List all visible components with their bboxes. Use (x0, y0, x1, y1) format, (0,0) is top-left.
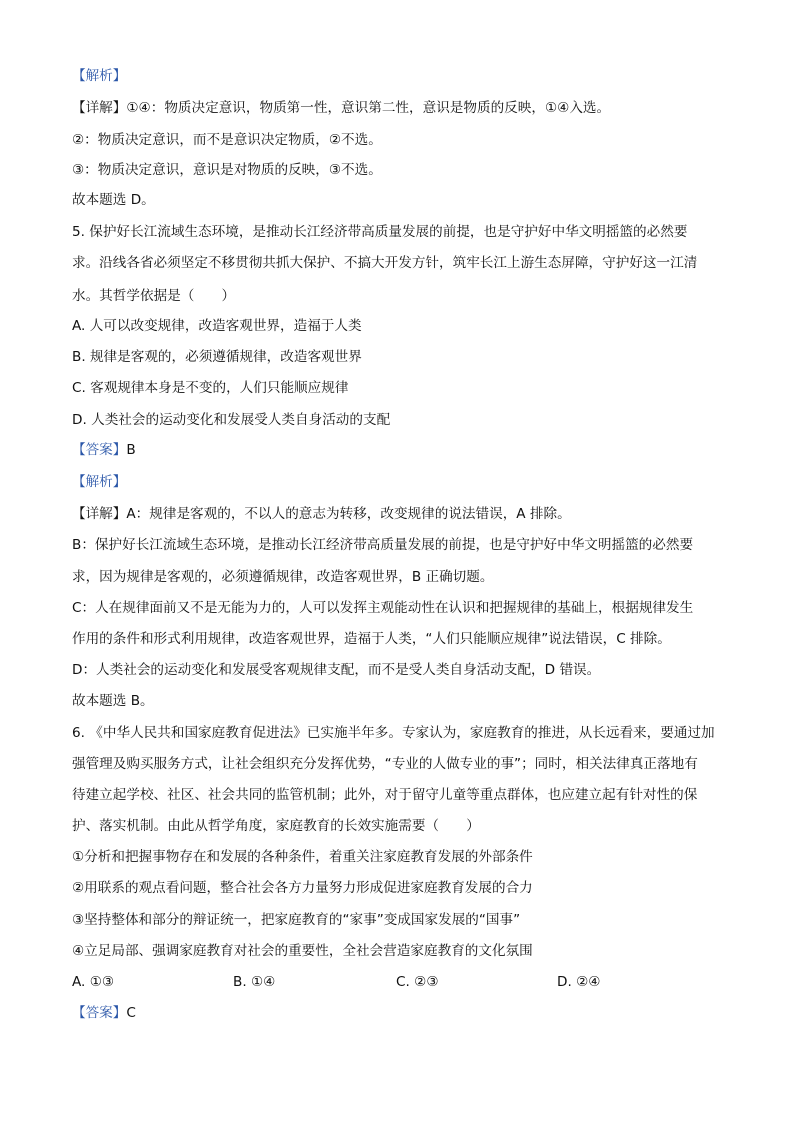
analysis-heading: 【解析】 (72, 68, 127, 84)
statement-3: ③坚持整体和部分的辩证统一，把家庭教育的“家事”变成国家发展的“国事” (72, 912, 521, 928)
detail-line: 【详解】①④：物质决定意识，物质第一性，意识第二性，意识是物质的反映，①④入选。 (72, 100, 611, 116)
detail-line: 【详解】A：规律是客观的，不以人的意志为转移，改变规律的说法错误，A 排除。 (72, 506, 571, 522)
text-line: C：人在规律面前又不是无能为力的，人可以发挥主观能动性在认识和把握规律的基础上，根据规律发生 (72, 600, 694, 616)
option-c: C. ②③ (396, 974, 439, 990)
text-line: 故本题选 D。 (72, 192, 155, 208)
text-line: 求，因为规律是客观的，必须遵循规律，改造客观世界，B 正确切题。 (72, 569, 494, 585)
statement-2: ②用联系的观点看问题，整合社会各方力量努力形成促进家庭教育发展的合力 (72, 880, 533, 896)
question-5-stem: 5. 保护好长江流域生态环境，是推动长江经济带高质量发展的前提，也是守护好中华文明摇篮的必然要 (72, 224, 688, 240)
answer-label: 【答案】 (72, 1005, 127, 1021)
option-d: D. 人类社会的运动变化和发展受人类自身活动的支配 (72, 412, 391, 428)
option-a: A. 人可以改变规律，改造客观世界，造福于人类 (72, 318, 362, 334)
option-b: B. ①④ (233, 974, 276, 990)
question-5-stem: 水。其哲学依据是（ ） (72, 288, 236, 304)
option-b: B. 规律是客观的，必须遵循规律，改造客观世界 (72, 349, 362, 365)
answer-line (72, 1003, 732, 1023)
question-6-stem: 待建立起学校、社区、社会共同的监管机制；此外，对于留守儿童等重点群体，也应建立起有针对性的保 (72, 787, 698, 803)
answer-value: C (126, 1005, 136, 1021)
answer-line (72, 440, 732, 460)
statement-4: ④立足局部、强调家庭教育对社会的重要性，全社会营造家庭教育的文化氛围 (72, 943, 533, 959)
text-line: 故本题选 B。 (72, 693, 154, 709)
text-line: D：人类社会的运动变化和发展受客观规律支配，而不是受人类自身活动支配，D 错误。 (72, 662, 601, 678)
text-line: ②：物质决定意识，而不是意识决定物质，②不选。 (72, 132, 382, 148)
text-line: 作用的条件和形式利用规律，改造客观世界，造福于人类，“人们只能顺应规律”说法错误，C 排除。 (72, 631, 671, 647)
text-line: B：保护好长江流域生态环境，是推动长江经济带高质量发展的前提，也是守护好中华文明摇篮的必然要 (72, 537, 694, 553)
analysis-heading: 【解析】 (72, 474, 127, 490)
answer-value: B (126, 442, 136, 458)
statement-1: ①分析和把握事物存在和发展的各种条件，着重关注家庭教育发展的外部条件 (72, 849, 533, 865)
question-6-stem: 6. 《中华人民共和国家庭教育促进法》已实施半年多。专家认为，家庭教育的推进，从长远看来，要通过加 (72, 725, 715, 741)
option-d: D. ②④ (557, 974, 601, 990)
question-6-stem: 强管理及购买服务方式，让社会组织充分发挥优势，“专业的人做专业的事”；同时，相关法律真正落地有 (72, 756, 698, 772)
text-line: ③：物质决定意识，意识是对物质的反映，③不选。 (72, 162, 382, 178)
question-6-options (72, 972, 732, 992)
question-5-stem: 求。沿线各省必须坚定不移贯彻共抓大保护、不搞大开发方针，筑牢长江上游生态屏障，守护好这一江清 (72, 255, 698, 271)
option-a: A. ①③ (72, 974, 115, 990)
option-c: C. 客观规律本身是不变的，人们只能顺应规律 (72, 380, 349, 396)
answer-label: 【答案】 (72, 442, 127, 458)
question-6-stem: 护、落实机制。由此从哲学角度，家庭教育的长效实施需要（ ） (72, 818, 480, 834)
